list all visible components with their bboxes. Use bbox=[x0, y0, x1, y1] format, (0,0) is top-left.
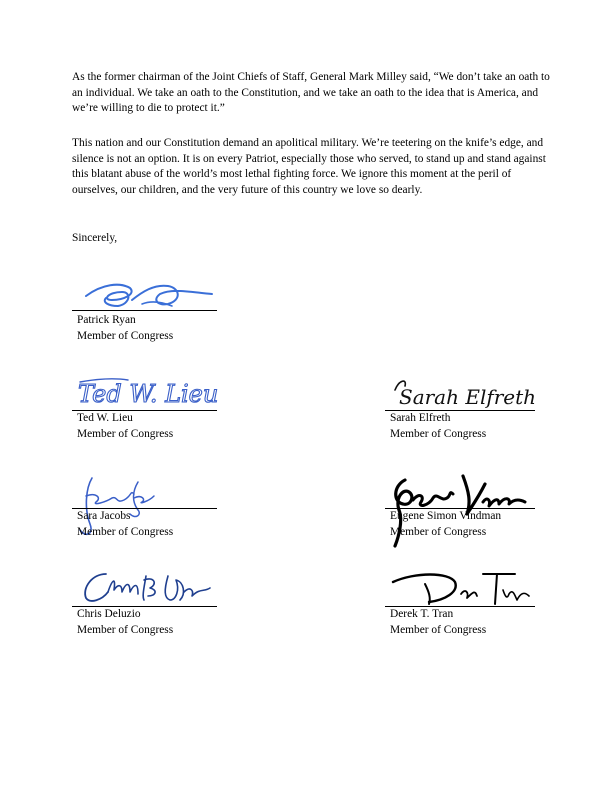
signatory-title: Member of Congress bbox=[390, 624, 487, 636]
signatory-title: Member of Congress bbox=[390, 526, 487, 538]
paragraph-milley-quote: As the former chairman of the Joint Chiefs of Staff, General Mark Milley said, “We don’t take an oath to an individual. We take an oath to the Constitution, and we take an oath to the idea that is America, and we’re willing to die to protect it.” bbox=[72, 71, 550, 115]
signatory-name: Derek T. Tran bbox=[390, 608, 454, 620]
signatory-title: Member of Congress bbox=[390, 428, 487, 440]
signature-line bbox=[72, 310, 217, 311]
signature-ted-lieu bbox=[72, 370, 222, 410]
signatory-title: Member of Congress bbox=[77, 526, 174, 538]
signature-patrick-ryan bbox=[72, 270, 222, 312]
signature-sarah-elfreth bbox=[385, 370, 537, 410]
signature-ted-lieu-text: Ted W. Lieu bbox=[78, 380, 219, 408]
paragraph-apolitical-military: This nation and our Constitution demand an apolitical military. We’re teetering on the knife’s edge, and silence is not an option. It is on every Patriot, especially those who served, to stand up and stand against this blatant abuse of the world’s most lethal fighting force. We ignore this moment at the peril of ourselves, our children, and the very future of this country we love so dearly. bbox=[72, 137, 546, 196]
signature-chris-deluzio bbox=[72, 566, 222, 608]
signatory-title: Member of Congress bbox=[77, 330, 174, 342]
closing: Sincerely, bbox=[72, 232, 118, 244]
signatory-title: Member of Congress bbox=[77, 624, 174, 636]
signatory-title: Member of Congress bbox=[77, 428, 174, 440]
signatory-name: Patrick Ryan bbox=[77, 314, 136, 326]
signatory-name: Eugene Simon Vindman bbox=[390, 510, 502, 522]
signatory-name: Sarah Elfreth bbox=[390, 412, 451, 424]
signatory-name: Sara Jacobs bbox=[77, 510, 131, 522]
signatory-name: Chris Deluzio bbox=[77, 608, 141, 620]
signature-sarah-elfreth-text: Sarah Elfreth bbox=[399, 385, 537, 409]
signatory-name: Ted W. Lieu bbox=[77, 412, 133, 424]
signature-derek-tran bbox=[385, 566, 537, 608]
